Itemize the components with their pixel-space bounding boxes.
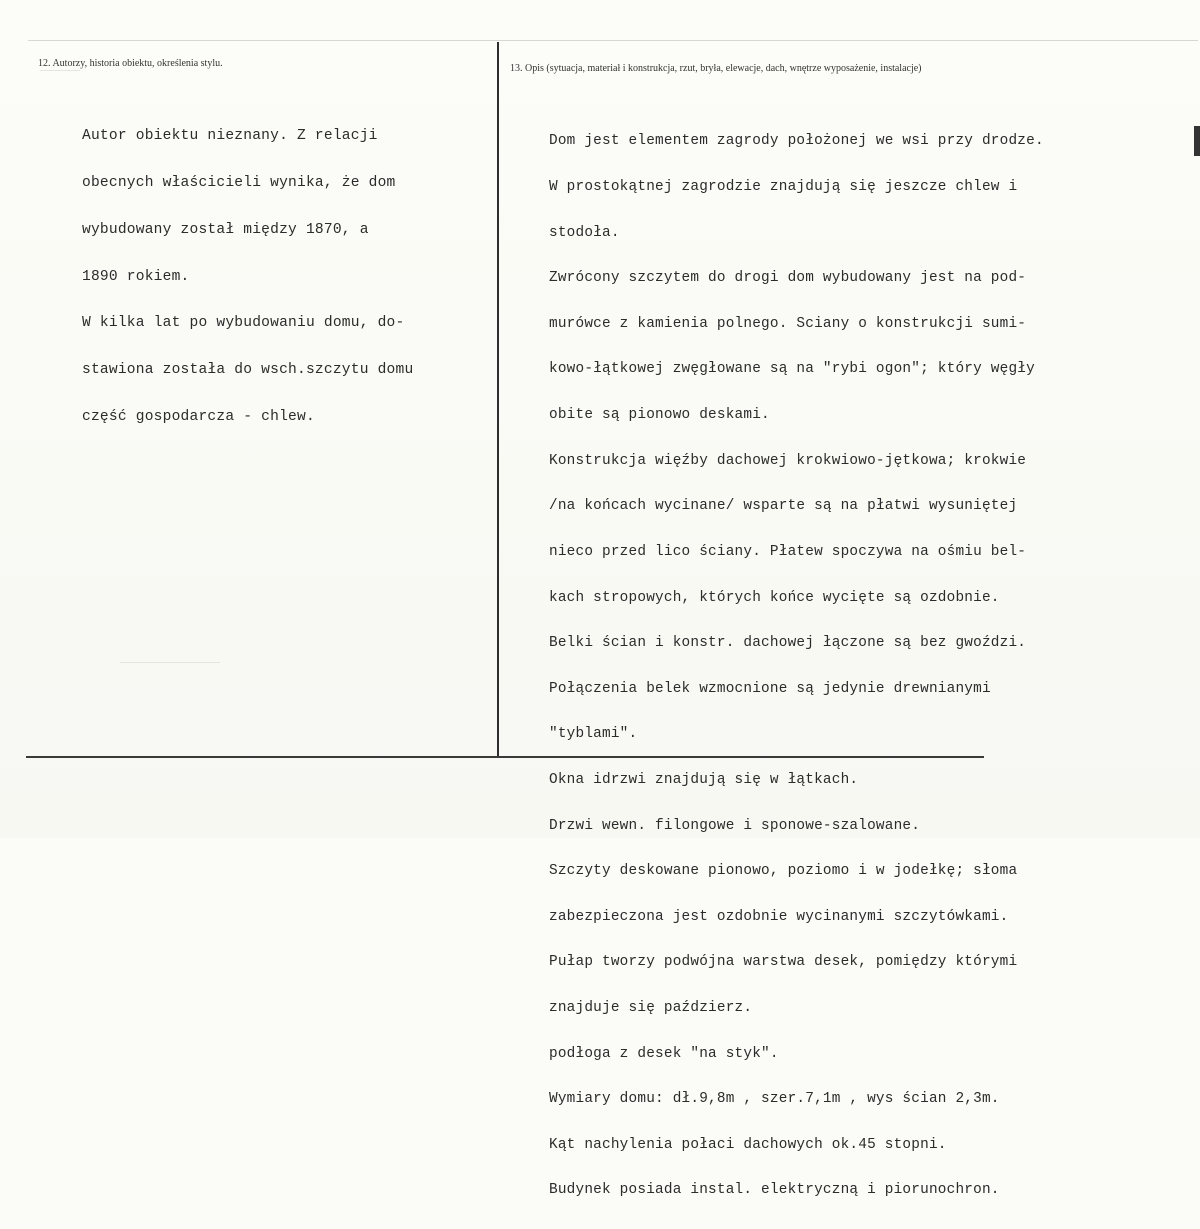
typed-line: Budynek posiada instal. elektryczną i piorunochron. [549,1182,1000,1199]
typed-line: wybudowany został między 1870, a [82,221,369,238]
top-border-line [28,40,1198,41]
section-12-body [82,98,413,457]
typed-line: 1890 rokiem. [82,268,190,285]
typed-line: Wymiary domu: dł.9,8m , szer.7,1m , wys ścian 2,3m. [549,1091,1000,1108]
typed-line: murówce z kamienia polnego. Sciany o konstrukcji sumi- [549,315,1027,332]
typed-line: Konstrukcja więźby dachowej krokwiowo-jętkowa; krokwie [549,452,1027,469]
typed-line: Zwrócony szczytem do drogi dom wybudowany jest na pod- [549,270,1027,287]
typed-line: /na końcach wycinane/ wsparte są na płatwi wysuniętej [549,498,1018,515]
typed-line: Okna idrzwi znajdują się w łątkach. [549,771,859,788]
typed-line: Szczyty deskowane pionowo, poziomo i w jodełkę; słoma [549,863,1018,880]
typed-line: W kilka lat po wybudowaniu domu, do- [82,315,405,332]
typed-line: obite są pionowo deskami. [549,407,770,424]
typed-line: Autor obiektu nieznany. Z relacji [82,128,378,145]
typed-line: stodoła. [549,224,620,241]
typed-line: obecnych właścicieli wynika, że dom [82,174,396,191]
typed-line: znajduje się paździerz. [549,999,753,1016]
paper-blemish [120,662,220,663]
typed-line: zabezpieczona jest ozdobnie wycinanymi szczytówkami. [549,908,1009,925]
edge-tab-mark [1194,126,1200,156]
typed-line: W prostokątnej zagrodzie znajdują się jeszcze chlew i [549,179,1018,196]
typed-line: Dom jest elementem zagrody położonej we wsi przy drodze. [549,133,1044,150]
section-12-header: 12. Autorzy, historia obiektu, określenia stylu. [38,58,223,69]
typed-line: nieco przed lico ściany. Płatew spoczywa na ośmiu bel- [549,543,1027,560]
column-divider [497,42,499,756]
paper-blemish [40,70,80,71]
typed-line: "tyblami". [549,726,638,743]
section-13-header: 13. Opis (sytuacja, materiał i konstrukcja, rzut, bryła, elewacje, dach, wnętrze wyposażenie, instalacje) [510,63,922,74]
typed-line: Belki ścian i konstr. dachowej łączone są bez gwoździ. [549,635,1027,652]
typed-line: Kąt nachylenia połaci dachowych ok.45 stopni. [549,1136,947,1153]
typed-line: część gospodarcza - chlew. [82,408,315,425]
section-13-body [549,104,1044,1229]
typed-line: Pułap tworzy podwójna warstwa desek, pomiędzy którymi [549,954,1018,971]
typed-line: kach stropowych, których końce wycięte są ozdobnie. [549,589,1000,606]
typed-line: podłoga z desek "na styk". [549,1045,779,1062]
typed-line: kowo-łątkowej zwęgłowane są na "rybi ogon"; który węgły [549,361,1035,378]
typed-line: stawiona została do wsch.szczytu domu [82,362,414,379]
typed-line: Połączenia belek wzmocnione są jedynie drewnianymi [549,680,991,697]
typed-line: Drzwi wewn. filongowe i sponowe-szalowane. [549,817,921,834]
